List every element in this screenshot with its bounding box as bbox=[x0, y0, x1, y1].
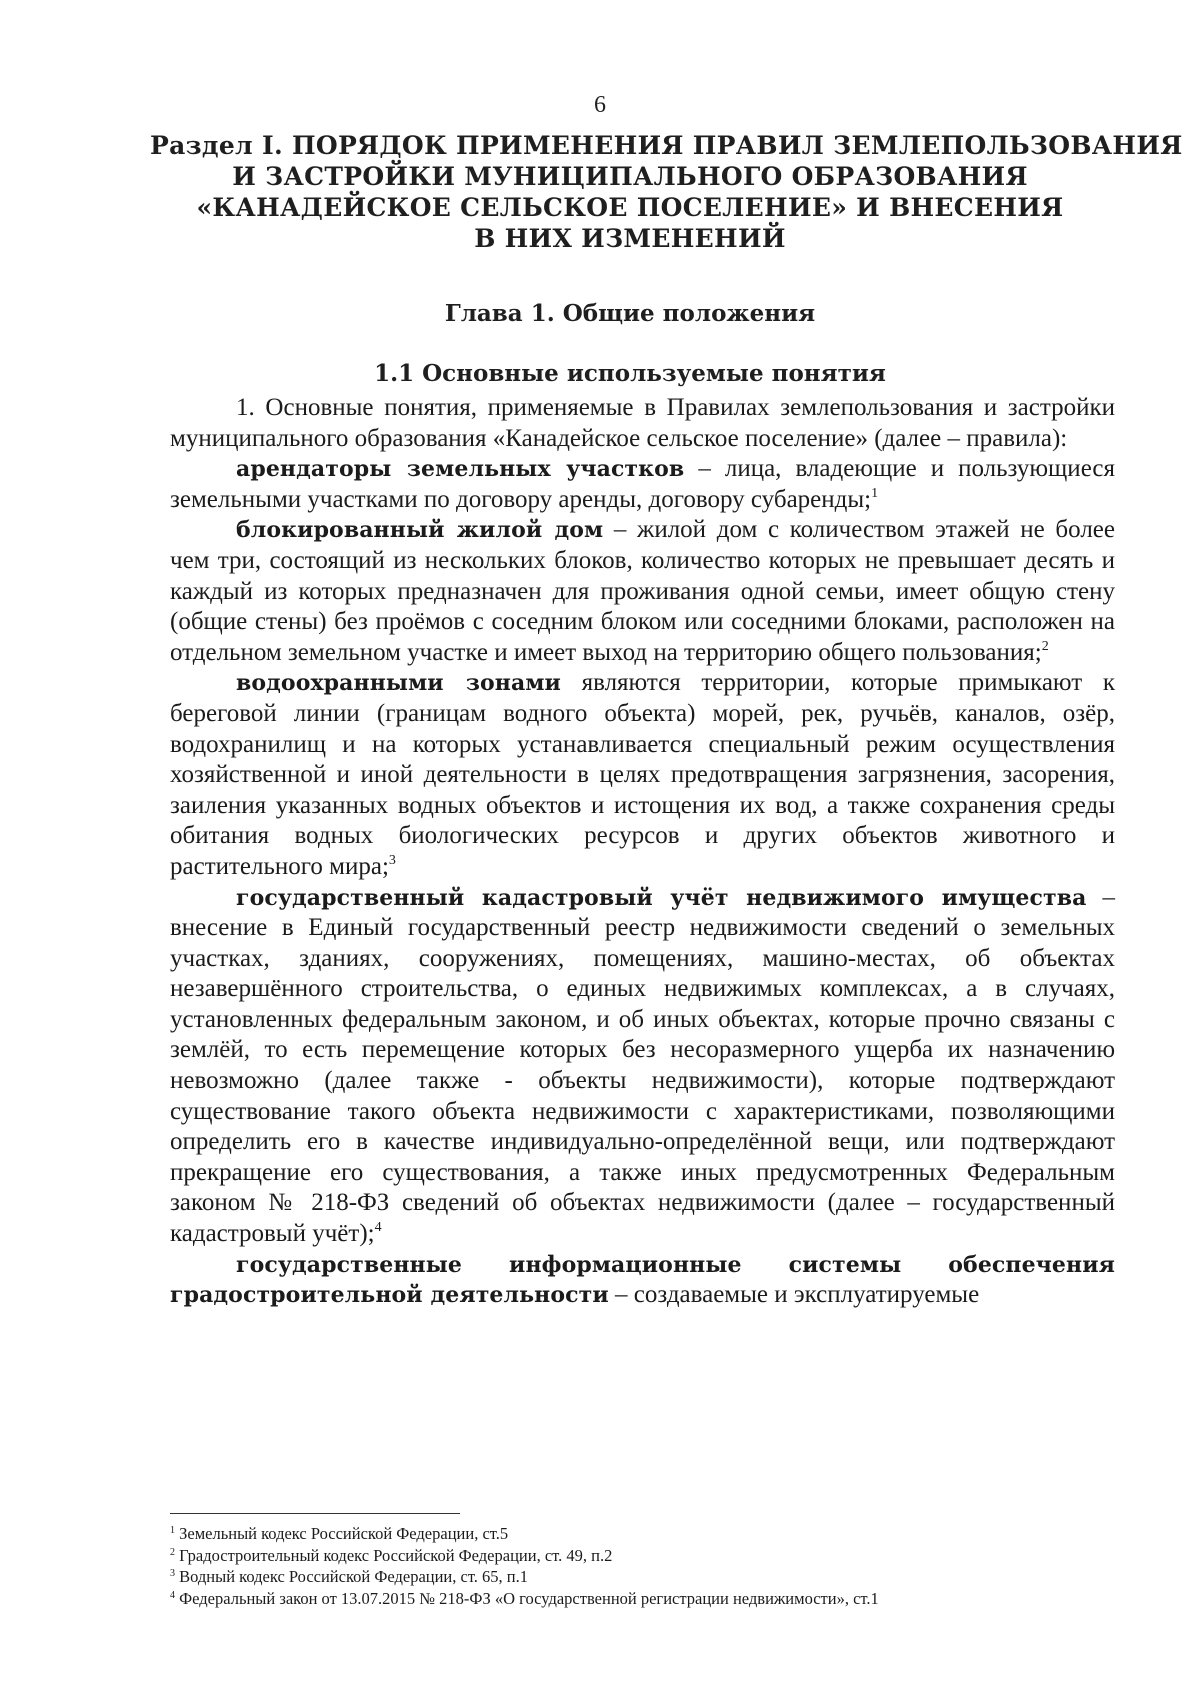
section-title-line: И ЗАСТРОЙКИ МУНИЦИПАЛЬНОГО ОБРАЗОВАНИЯ bbox=[232, 162, 1028, 191]
footnote-text: Градостроительный кодекс Российской Федерации, ст. 49, п.2 bbox=[179, 1545, 613, 1565]
footnote-item bbox=[170, 1566, 1115, 1588]
footnotes bbox=[170, 1523, 1115, 1609]
footnote-text: Федеральный закон от 13.07.2015 № 218-ФЗ «О государственной регистрации недвижимости», ст.1 bbox=[179, 1588, 879, 1608]
section-title-line: «КАНАДЕЙСКОЕ СЕЛЬСКОЕ ПОСЕЛЕНИЕ» И ВНЕСЕНИЯ bbox=[196, 193, 1064, 222]
footnote-divider bbox=[170, 1513, 460, 1514]
section-title-line: Раздел I. ПОРЯДОК ПРИМЕНЕНИЯ ПРАВИЛ ЗЕМЛЕПОЛЬЗОВАНИЯ bbox=[150, 131, 1183, 160]
definition-term: государственные информационные системы обеспечения градостроительной деятельности bbox=[170, 1251, 1115, 1309]
footnote-ref[interactable]: 3 bbox=[388, 852, 396, 868]
footnote-text: Водный кодекс Российской Федерации, ст. 65, п.1 bbox=[179, 1567, 529, 1586]
section-title bbox=[150, 130, 1183, 254]
definition-paragraph bbox=[170, 668, 1115, 882]
footnote-number: 4 bbox=[170, 1589, 175, 1601]
intro-paragraph: 1. Основные понятия, применяемые в Правилах землепользования и застройки муниципального образования «Канадейское сельское поселение» (далее – правила): bbox=[170, 394, 1115, 452]
footnote-ref[interactable]: 4 bbox=[374, 1220, 382, 1236]
definition-paragraph bbox=[170, 454, 1115, 515]
definition-text: – лица, владеющие и пользующиеся земельными участками по договору аренды, договору субаренды; bbox=[170, 455, 1116, 513]
footnote-item bbox=[170, 1588, 1115, 1610]
footnote-number: 1 bbox=[170, 1525, 175, 1536]
footnote-number: 2 bbox=[170, 1546, 175, 1558]
footnote-ref[interactable]: 2 bbox=[1041, 638, 1049, 654]
definition-text: – внесение в Единый государственный реестр недвижимости сведений о земельных участках, зданиях, сооружениях, помещениях, машино-местах, об объектах незавершённого строительства, о единых недвижимых комплексах, а в случаях, установленных федеральным законом, и об иных объектах, которые прочно связаны с землёй, то есть перемещение которых без несоразмерного ущерба их назначению невозможно (далее также - объекты недвижимости), которые подтверждают существование такого объекта недвижимости с характеристиками, позволяющими определить его в качестве индивидуально-определённой вещи, или подтверждают прекращение его существования, а также иных предусмотренных Федеральным законом № 218-ФЗ сведений об объектах недвижимости (далее – государственный кадастровый учёт); bbox=[170, 883, 1115, 1248]
footnote-item bbox=[170, 1545, 1115, 1567]
definition-paragraph bbox=[170, 1250, 1115, 1311]
definition-paragraph bbox=[170, 883, 1115, 1250]
document-body bbox=[170, 393, 1115, 1311]
definition-text: – создаваемые и эксплуатируемые bbox=[608, 1281, 980, 1309]
definition-term: государственный кадастровый учёт недвижимого имущества bbox=[236, 884, 1087, 911]
section-title-line: В НИХ ИЗМЕНЕНИЙ bbox=[474, 224, 786, 253]
footnote-text: Земельный кодекс Российской Федерации, ст.5 bbox=[179, 1524, 509, 1543]
definition-paragraph bbox=[170, 515, 1115, 668]
subsection-title: 1.1 Основные используемые понятия bbox=[374, 360, 886, 387]
definition-term: блокированный жилой дом bbox=[236, 517, 604, 544]
definition-term: арендаторы земельных участков bbox=[236, 456, 685, 483]
footnote-number: 3 bbox=[170, 1568, 175, 1579]
definition-term: водоохранными зонами bbox=[236, 670, 561, 697]
definition-text: являются территории, которые примыкают к береговой линии (границам водного объекта) морей, рек, ручьёв, каналов, озёр, водохранилищ и на которых устанавливается специальный режим осуществления хозяйственной и иной деятельности в целях предотвращения загрязнения, засорения, заиления указанных водных объектов и истощения их вод, а также сохранения среды обитания водных биологических ресурсов и других объектов животного и растительного мира; bbox=[170, 669, 1115, 880]
definition-text: – жилой дом с количеством этажей не более чем три, состоящий из нескольких блоков, количество которых не превышает десять и каждый из которых предназначен для проживания одной семьи, имеет общую стену (общие стены) без проёмов с соседним блоком или соседними блоками, расположен на отдельном земельном участке и имеет выход на территорию общего пользования; bbox=[170, 516, 1115, 666]
chapter-title: Глава 1. Общие положения bbox=[444, 300, 816, 327]
page-number: 6 bbox=[594, 92, 606, 118]
footnote-ref[interactable]: 1 bbox=[871, 485, 879, 501]
footnote-item bbox=[170, 1523, 1115, 1545]
